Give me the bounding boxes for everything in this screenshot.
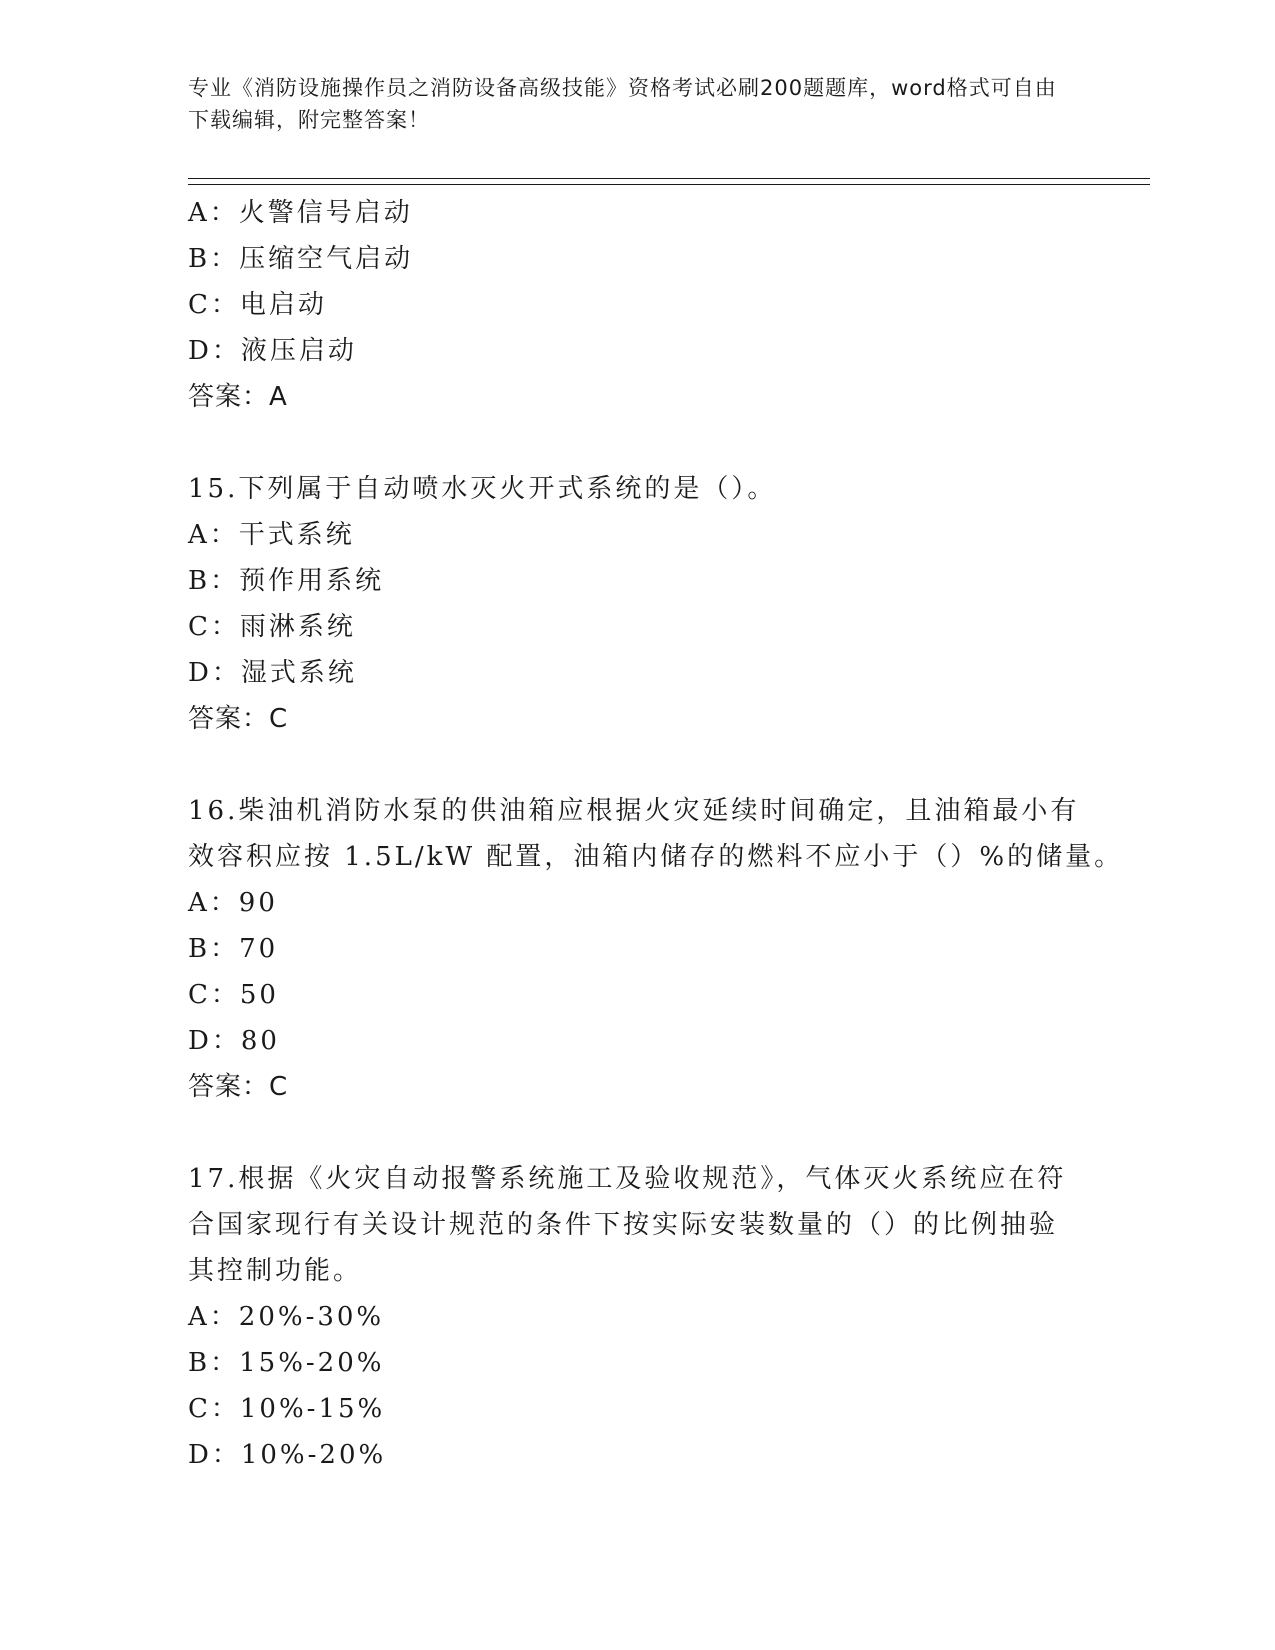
question-stem-line-1: 17.根据《火灾自动报警系统施工及验收规范》，气体灭火系统应在符 [188, 1164, 1067, 1194]
answer-line: 答案：C [188, 704, 289, 734]
option-b: B：压缩空气启动 [188, 244, 414, 274]
question-stem-line-3: 其控制功能。 [188, 1256, 363, 1286]
option-b: B：70 [188, 934, 279, 964]
option-d: D：液压启动 [188, 336, 357, 366]
option-a: A：干式系统 [188, 520, 355, 550]
option-a: A：火警信号启动 [188, 198, 413, 228]
option-c: C：50 [188, 980, 279, 1010]
question-16 [188, 788, 1124, 1110]
option-b: B：15%-20% [188, 1348, 385, 1378]
document-header: 专业《消防设施操作员之消防设备高级技能》资格考试必刷200题题库，word格式可自由下载编辑，附完整答案！ [188, 76, 1057, 132]
option-b: B：预作用系统 [188, 566, 385, 596]
header-divider-bottom [188, 184, 1150, 185]
option-d: D：湿式系统 [188, 658, 357, 688]
option-c: C：雨淋系统 [188, 612, 356, 642]
question-14-continued [188, 190, 1088, 420]
option-c: C：电启动 [188, 290, 327, 320]
question-stem-line-2: 效容积应按 1.5L/kW 配置，油箱内储存的燃料不应小于（）%的储量。 [188, 842, 1124, 872]
question-15 [188, 466, 1088, 742]
answer-line: 答案：C [188, 1072, 289, 1102]
option-a: A：90 [188, 888, 278, 918]
option-d: D：10%-20% [188, 1440, 387, 1470]
question-stem-line-1: 16.柴油机消防水泵的供油箱应根据火灾延续时间确定，且油箱最小有 [188, 796, 1080, 826]
option-c: C：10%-15% [188, 1394, 386, 1424]
question-stem-line-2: 合国家现行有关设计规范的条件下按实际安装数量的（）的比例抽验 [188, 1210, 1059, 1240]
document-body [188, 190, 1124, 1478]
header-divider-top [188, 178, 1150, 179]
question-17 [188, 1156, 1088, 1478]
question-stem: 15.下列属于自动喷水灭火开式系统的是（）。 [188, 474, 777, 504]
option-d: D：80 [188, 1026, 280, 1056]
option-a: A：20%-30% [188, 1302, 385, 1332]
answer-line: 答案：A [188, 382, 288, 412]
